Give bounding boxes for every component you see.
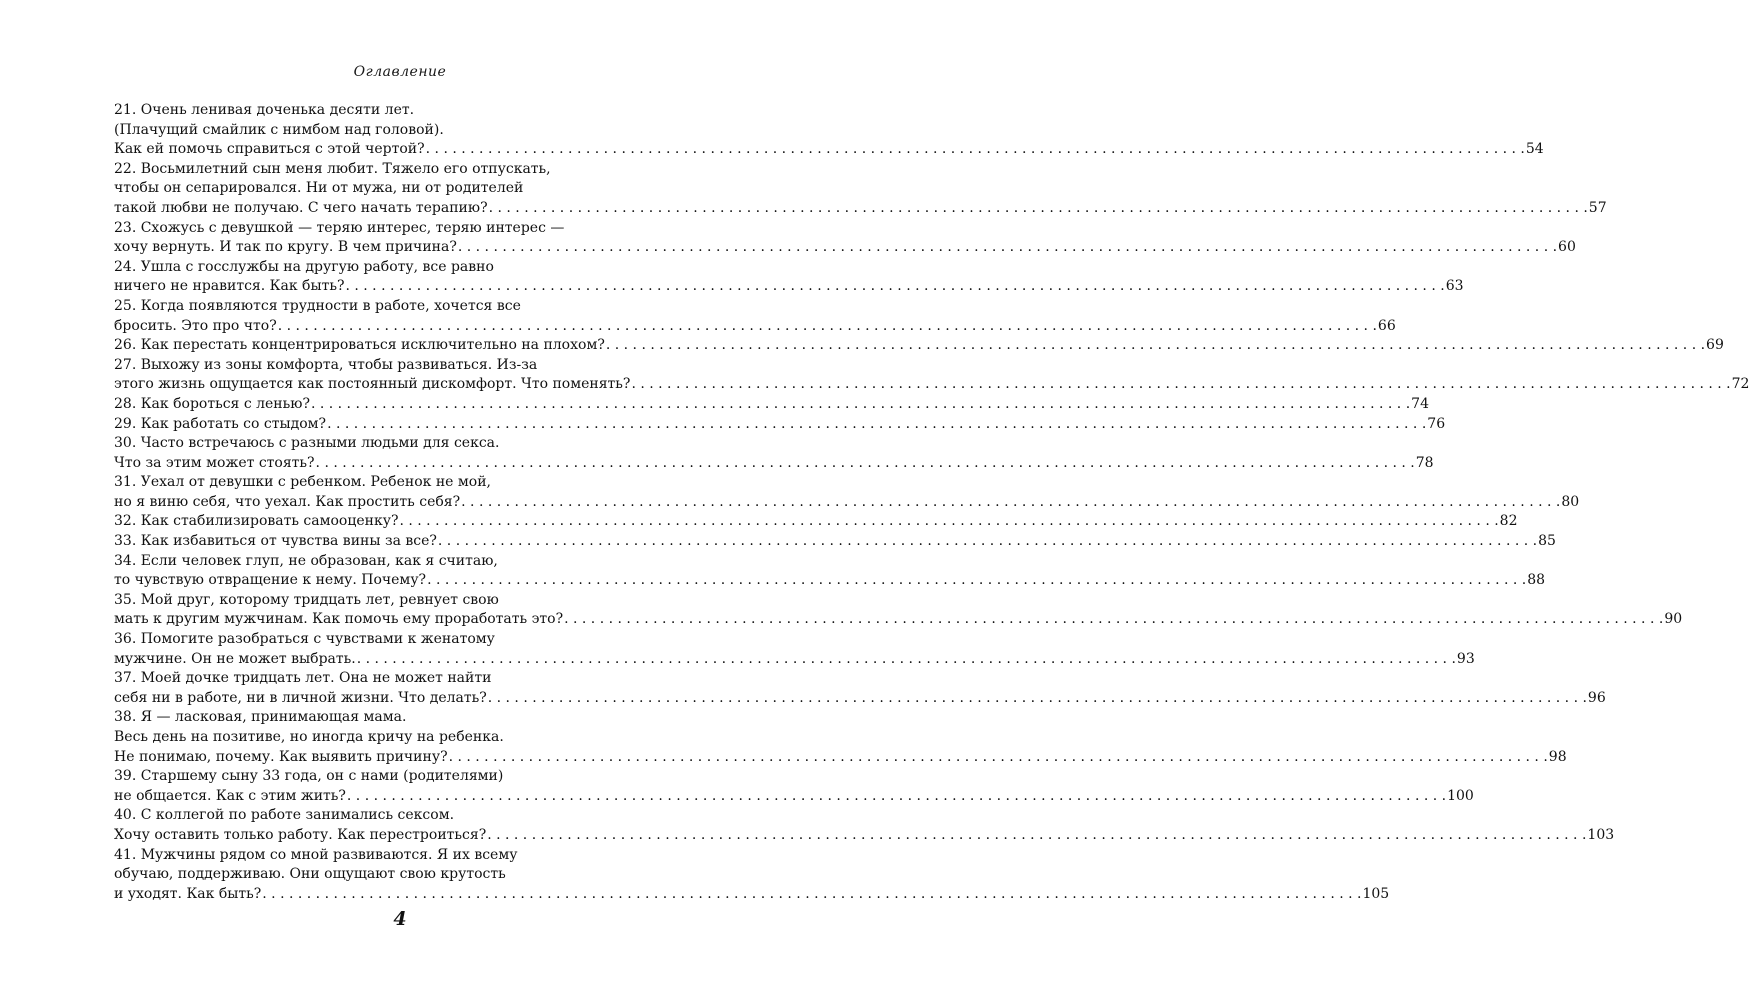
dot-leader [326,415,1427,435]
dot-leader [487,689,1588,709]
toc-page-number: 69 [1706,337,1724,354]
toc-entry-text: 28. Как бороться с ленью? [114,395,310,412]
toc-entry [114,395,1429,415]
toc-entry [114,767,1474,806]
toc-entry-text: 29. Как работать со стыдом? [114,415,327,432]
toc-entry-text: себя ни в работе, ни в личной жизни. Что делать? [114,689,487,706]
toc-entry [114,415,1446,435]
dot-leader [425,140,1526,160]
toc-entry-line: (Плачущий смайлик с нимбом над головой). [114,121,444,138]
toc-entry-text: такой любви не получаю. С чего начать терапию? [114,199,488,216]
toc-entry-line: 39. Старшему сыну 33 года, он с нами (родителями) [114,768,504,785]
table-of-contents [114,101,1749,904]
toc-entry-line: 27. Выхожу из зоны комфорта, чтобы развиваться. Из-за [114,356,538,373]
toc-entry-line: 41. Мужчины рядом со мной развиваются. Я их всему [114,846,518,863]
toc-entry [114,297,1396,336]
toc-entry-last-line [114,317,1396,337]
dot-leader [356,650,1457,670]
dot-leader [398,512,1499,532]
toc-entry-last-line [114,454,1434,474]
toc-entry-line: 30. Часто встречаюсь с разными людьми для секса. [114,435,500,452]
toc-entry-line: 31. Уехал от девушки с ребенком. Ребенок не мой, [114,474,491,491]
dot-leader [488,199,1589,219]
toc-entry-last-line [114,689,1606,709]
toc-entry-last-line [114,532,1556,552]
toc-entry-last-line [114,140,1544,160]
toc-entry-last-line [114,415,1446,435]
toc-entry-last-line [114,826,1615,846]
toc-entry-text: мать к другим мужчинам. Как помочь ему проработать это? [114,611,564,628]
toc-page-number: 76 [1427,415,1446,432]
toc-entry-last-line [114,336,1724,356]
dot-leader [315,454,1416,474]
toc-page-number: 63 [1445,278,1464,295]
toc-entry-last-line [114,650,1475,670]
dot-leader [277,317,1378,337]
toc-entry-line: 25. Когда появляются трудности в работе, хочется все [114,297,521,314]
toc-page-number: 80 [1561,493,1580,510]
toc-page-number: 85 [1538,533,1556,550]
toc-page-number: 103 [1587,826,1615,843]
toc-page-number: 96 [1587,689,1606,706]
toc-page-number: 90 [1664,611,1683,628]
toc-entry [114,160,1607,219]
toc-entry [114,630,1475,669]
toc-entry [114,356,1749,395]
dot-leader [310,395,1411,415]
toc-entry-line: 36. Помогите разобраться с чувствами к женатому [114,631,495,648]
toc-entry-last-line [114,238,1576,258]
toc-entry-line: 22. Восьмилетний сын меня любит. Тяжело его отпускать, [114,160,551,177]
toc-entry [114,473,1580,512]
page-number: 4 [393,908,407,930]
toc-page-number: 66 [1377,317,1396,334]
toc-entry [114,669,1606,708]
toc-page-number: 72 [1731,376,1749,393]
toc-entry-last-line [114,375,1749,395]
toc-page-number: 78 [1415,454,1434,471]
toc-entry-text: этого жизнь ощущается как постоянный дискомфорт. Что поменять? [114,376,631,393]
toc-entry-last-line [114,885,1390,905]
toc-entry-line: 35. Мой друг, которому тридцать лет, ревнует свою [114,591,499,608]
toc-entry-last-line [114,199,1607,219]
toc-entry-text: не общается. Как с этим жить? [114,787,346,804]
dot-leader [460,493,1561,513]
toc-entry-line: 23. Схожусь с девушкой — теряю интерес, теряю интерес — [114,219,565,236]
toc-page-number: 93 [1456,650,1475,667]
toc-page-number: 82 [1499,513,1518,530]
toc-entry-text: 33. Как избавиться от чувства вины за все? [114,533,437,550]
toc-entry [114,806,1615,845]
toc-entry [114,512,1518,532]
running-header: Оглавление [353,64,447,80]
toc-entry-last-line [114,493,1580,513]
toc-entry [114,101,1544,160]
toc-entry-line: Весь день на позитиве, но иногда кричу на ребенка. [114,729,504,745]
dot-leader [563,610,1664,630]
toc-page-number: 74 [1411,395,1429,412]
toc-entry-line: 24. Ушла с госслужбы на другую работу, все равно [114,258,494,275]
toc-entry [114,336,1724,356]
toc-entry-text: 32. Как стабилизировать самооценку? [114,513,399,530]
toc-entry [114,434,1434,473]
toc-page-number: 88 [1527,572,1546,589]
dot-leader [261,885,1362,905]
toc-entry-line: чтобы он сепарировался. Ни от мужа, ни от родителей [114,180,524,197]
toc-page-number: 98 [1548,748,1567,765]
toc-entry-text: Не понимаю, почему. Как выявить причину? [114,748,448,765]
toc-entry-last-line [114,610,1683,630]
toc-entry [114,846,1390,905]
toc-entry-text: то чувствую отвращение к нему. Почему? [114,572,427,589]
toc-entry [114,532,1556,552]
toc-entry [114,552,1546,591]
toc-entry-text: 26. Как перестать концентрироваться исключительно на плохом? [114,337,605,354]
toc-entry-text: но я виню себя, что уехал. Как простить себя? [114,493,461,510]
toc-entry-line: 40. С коллегой по работе занимались сексом. [114,807,455,824]
toc-page-number: 105 [1362,885,1390,902]
toc-entry-line: 21. Очень ленивая доченька десяти лет. [114,102,415,118]
dot-leader [344,277,1445,297]
toc-entry-text: хочу вернуть. И так по кругу. В чем причина? [114,239,457,256]
toc-entry-last-line [114,512,1518,532]
toc-entry-text: Как ей помочь справиться с этой чертой? [114,141,425,158]
toc-entry-text: и уходят. Как быть? [114,885,262,902]
dot-leader [486,826,1587,846]
toc-entry-text: мужчине. Он не может выбрать. [114,650,356,667]
toc-entry [114,591,1683,630]
toc-page-number: 100 [1447,787,1474,804]
toc-entry-text: Что за этим может стоять? [114,454,315,471]
toc-entry-text: Хочу оставить только работу. Как перестроиться? [114,826,487,843]
toc-entry-last-line [114,395,1429,415]
toc-entry-last-line [114,748,1567,768]
toc-entry-line: обучаю, поддерживаю. Они ощущают свою крутость [114,866,506,883]
toc-entry-last-line [114,277,1464,297]
toc-page-number: 57 [1588,199,1607,216]
dot-leader [426,571,1527,591]
dot-leader [346,787,1447,807]
dot-leader [448,748,1549,768]
toc-entry-last-line [114,571,1546,591]
dot-leader [457,238,1558,258]
toc-entry-line: 37. Моей дочке тридцать лет. Она не может найти [114,670,492,687]
toc-entry-last-line [114,787,1474,807]
dot-leader [630,375,1731,395]
toc-entry-text: бросить. Это про что? [114,317,277,334]
dot-leader [605,336,1706,356]
toc-entry [114,258,1464,297]
toc-page-number: 54 [1525,141,1544,158]
toc-entry [114,219,1576,258]
dot-leader [437,532,1538,552]
toc-entry [114,708,1567,767]
toc-page-number: 60 [1558,239,1576,256]
toc-entry-line: 38. Я — ласковая, принимающая мама. [114,709,407,726]
toc-entry-text: ничего не нравится. Как быть? [114,278,345,295]
toc-entry-line: 34. Если человек глуп, не образован, как я считаю, [114,552,498,569]
